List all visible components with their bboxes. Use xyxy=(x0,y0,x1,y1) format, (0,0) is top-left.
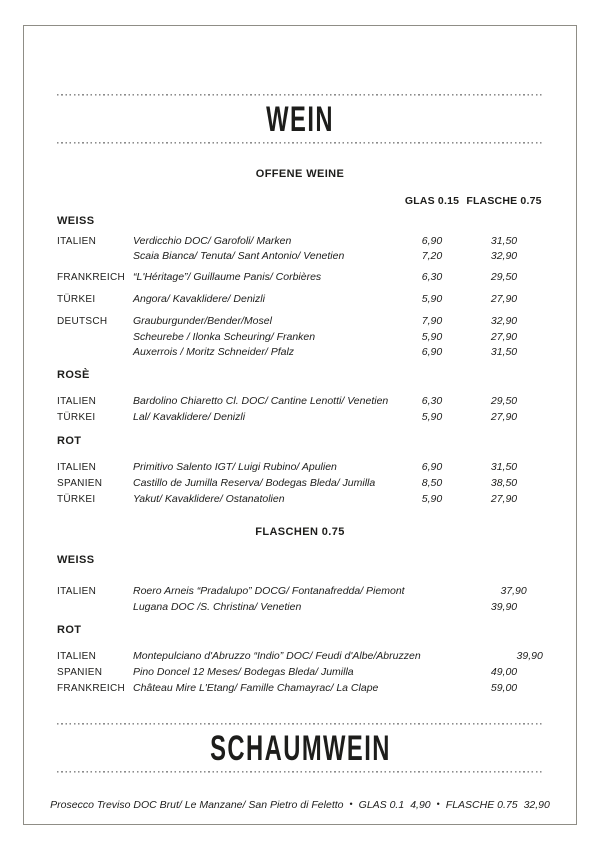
wine-row xyxy=(57,460,543,476)
glas-price: 6,30 xyxy=(421,271,443,284)
wine-name: Lal/ Kavaklidere/ Denizli xyxy=(133,410,246,423)
bullet-separator: • xyxy=(349,799,353,810)
wine-row xyxy=(57,492,543,508)
divider xyxy=(57,771,543,773)
wine-row xyxy=(57,330,543,345)
wine-row xyxy=(57,584,543,600)
flasche-price: 29,50 xyxy=(490,395,518,408)
price-columns-header xyxy=(57,194,543,209)
wine-name: “L'Héritage”/ Guillaume Panis/ Corbières xyxy=(133,271,322,284)
flaschen-heading: FLASCHEN 0.75 xyxy=(255,526,345,539)
wine-row xyxy=(57,410,543,426)
bullet-separator: • xyxy=(436,799,440,810)
section-heading-rot: ROT xyxy=(57,435,82,448)
wine-name: Verdicchio DOC/ Garofoli/ Marken xyxy=(133,234,292,247)
glas-price: 5,90 xyxy=(421,293,443,306)
page-title-text: WEIN xyxy=(266,98,334,139)
wine-name: Scaia Bianca/ Tenuta/ Sant Antonio/ Venetien xyxy=(133,250,345,263)
wine-name: Yakut/ Kavaklidere/ Ostanatolien xyxy=(133,492,285,505)
region-label: DEUTSCH xyxy=(57,316,108,328)
divider xyxy=(57,142,543,144)
wine-name: Château Mire L'Etang/ Famille Chamayrac/ La Clape xyxy=(133,681,379,694)
wine-name: Castillo de Jumilla Reserva/ Bodegas Bleda/ Jumilla xyxy=(133,477,376,490)
wine-name: Montepulciano d'Abruzzo “Indio” DOC/ Feudi d'Albe/Abruzzen xyxy=(133,650,421,663)
flasche-price: 27,90 xyxy=(490,293,518,306)
section-heading-weiss-flaschen: WEISS xyxy=(57,554,95,567)
glas-price: 8,50 xyxy=(421,477,443,490)
schaumwein-title-text: SCHAUMWEIN xyxy=(209,727,391,768)
wine-row xyxy=(57,270,543,286)
flasche-price: 27,90 xyxy=(490,410,518,423)
flasche-price: 27,90 xyxy=(490,331,518,344)
flasche-column-header: FLASCHE 0.75 xyxy=(466,195,542,207)
wine-row xyxy=(57,314,543,330)
wine-row xyxy=(57,249,543,264)
region-label: ITALIEN xyxy=(57,396,97,408)
glas-price: 6,90 xyxy=(421,345,443,358)
glas-price: 5,90 xyxy=(421,492,443,505)
wine-name: Roero Arneis “Pradalupo” DOCG/ Fontanafredda/ Piemont xyxy=(133,585,405,598)
flasche-price: 32,90 xyxy=(523,799,550,812)
glas-price: 6,90 xyxy=(421,234,443,247)
flasche-price: 38,50 xyxy=(490,477,518,490)
wine-name: Angora/ Kavaklidere/ Denizli xyxy=(133,293,265,306)
divider xyxy=(57,94,543,96)
section-heading-weiss: WEISS xyxy=(57,214,95,227)
region-label: TÜRKEI xyxy=(57,294,96,306)
flasche-price: 27,90 xyxy=(490,492,518,505)
glas-size-label: GLAS 0.1 xyxy=(358,799,405,812)
section-heading-rose: ROSÈ xyxy=(57,369,90,382)
flasche-price: 32,90 xyxy=(490,315,518,328)
flasche-price: 31,50 xyxy=(490,345,518,358)
offene-weine-heading: OFFENE WEINE xyxy=(255,168,345,180)
region-label: ITALIEN xyxy=(57,586,97,598)
flasche-price: 31,50 xyxy=(490,234,518,247)
divider xyxy=(57,723,543,725)
glas-price: 5,90 xyxy=(421,410,443,423)
region-label: SPANIEN xyxy=(57,478,103,490)
flasche-price: 59,00 xyxy=(490,681,518,694)
wine-name: Prosecco Treviso DOC Brut/ Le Manzane/ San Pietro di Feletto xyxy=(50,799,344,812)
wine-name: Bardolino Chiaretto Cl. DOC/ Cantine Lenotti/ Venetien xyxy=(133,395,389,408)
schaumwein-entry xyxy=(50,799,550,812)
wine-row xyxy=(57,600,543,615)
wine-row xyxy=(57,234,543,250)
glas-price: 5,90 xyxy=(421,331,443,344)
section-heading-rot-flaschen: ROT xyxy=(57,624,82,637)
glas-price: 7,90 xyxy=(421,315,443,328)
wine-name: Auxerrois / Moritz Schneider/ Pfalz xyxy=(133,345,295,358)
wine-row xyxy=(57,649,543,665)
wine-row xyxy=(57,476,543,492)
flasche-price: 39,90 xyxy=(490,600,518,613)
wine-name: Lugana DOC /S. Christina/ Venetien xyxy=(133,600,302,613)
wine-name: Grauburgunder/Bender/Mosel xyxy=(133,315,272,328)
wine-row xyxy=(57,665,543,681)
glas-price: 7,20 xyxy=(421,250,443,263)
flasche-price: 49,00 xyxy=(490,666,518,678)
glas-price: 4,90 xyxy=(410,799,431,812)
region-label: TÜRKEI xyxy=(57,411,96,423)
glas-price: 6,30 xyxy=(421,395,443,408)
wine-row xyxy=(57,345,543,360)
region-label: SPANIEN xyxy=(57,667,103,678)
wine-row xyxy=(57,394,543,410)
flasche-price: 31,50 xyxy=(490,461,518,474)
wine-row xyxy=(57,292,543,308)
region-label: ITALIEN xyxy=(57,462,97,474)
glas-price: 6,90 xyxy=(421,461,443,474)
schaumwein-title xyxy=(57,727,543,768)
glas-column-header: GLAS 0.15 xyxy=(404,195,460,207)
region-label: ITALIEN xyxy=(57,651,97,663)
flasche-price: 39,90 xyxy=(516,650,543,663)
menu-sheet xyxy=(23,25,577,825)
wine-row xyxy=(57,681,543,697)
flasche-price: 32,90 xyxy=(490,250,518,263)
region-label: TÜRKEI xyxy=(57,493,96,505)
wine-name: Primitivo Salento IGT/ Luigi Rubino/ Apulien xyxy=(133,461,337,474)
region-label: ITALIEN xyxy=(57,235,97,247)
flasche-size-label: FLASCHE 0.75 xyxy=(445,799,518,812)
wine-name: Pino Doncel 12 Meses/ Bodegas Bleda/ Jumilla xyxy=(133,666,354,678)
wine-name: Scheurebe / Ilonka Scheuring/ Franken xyxy=(133,331,316,344)
region-label: FRANKREICH xyxy=(57,682,126,694)
region-label: FRANKREICH xyxy=(57,272,126,284)
page-title xyxy=(57,98,543,139)
flasche-price: 29,50 xyxy=(490,271,518,284)
flasche-price: 37,90 xyxy=(500,585,527,598)
